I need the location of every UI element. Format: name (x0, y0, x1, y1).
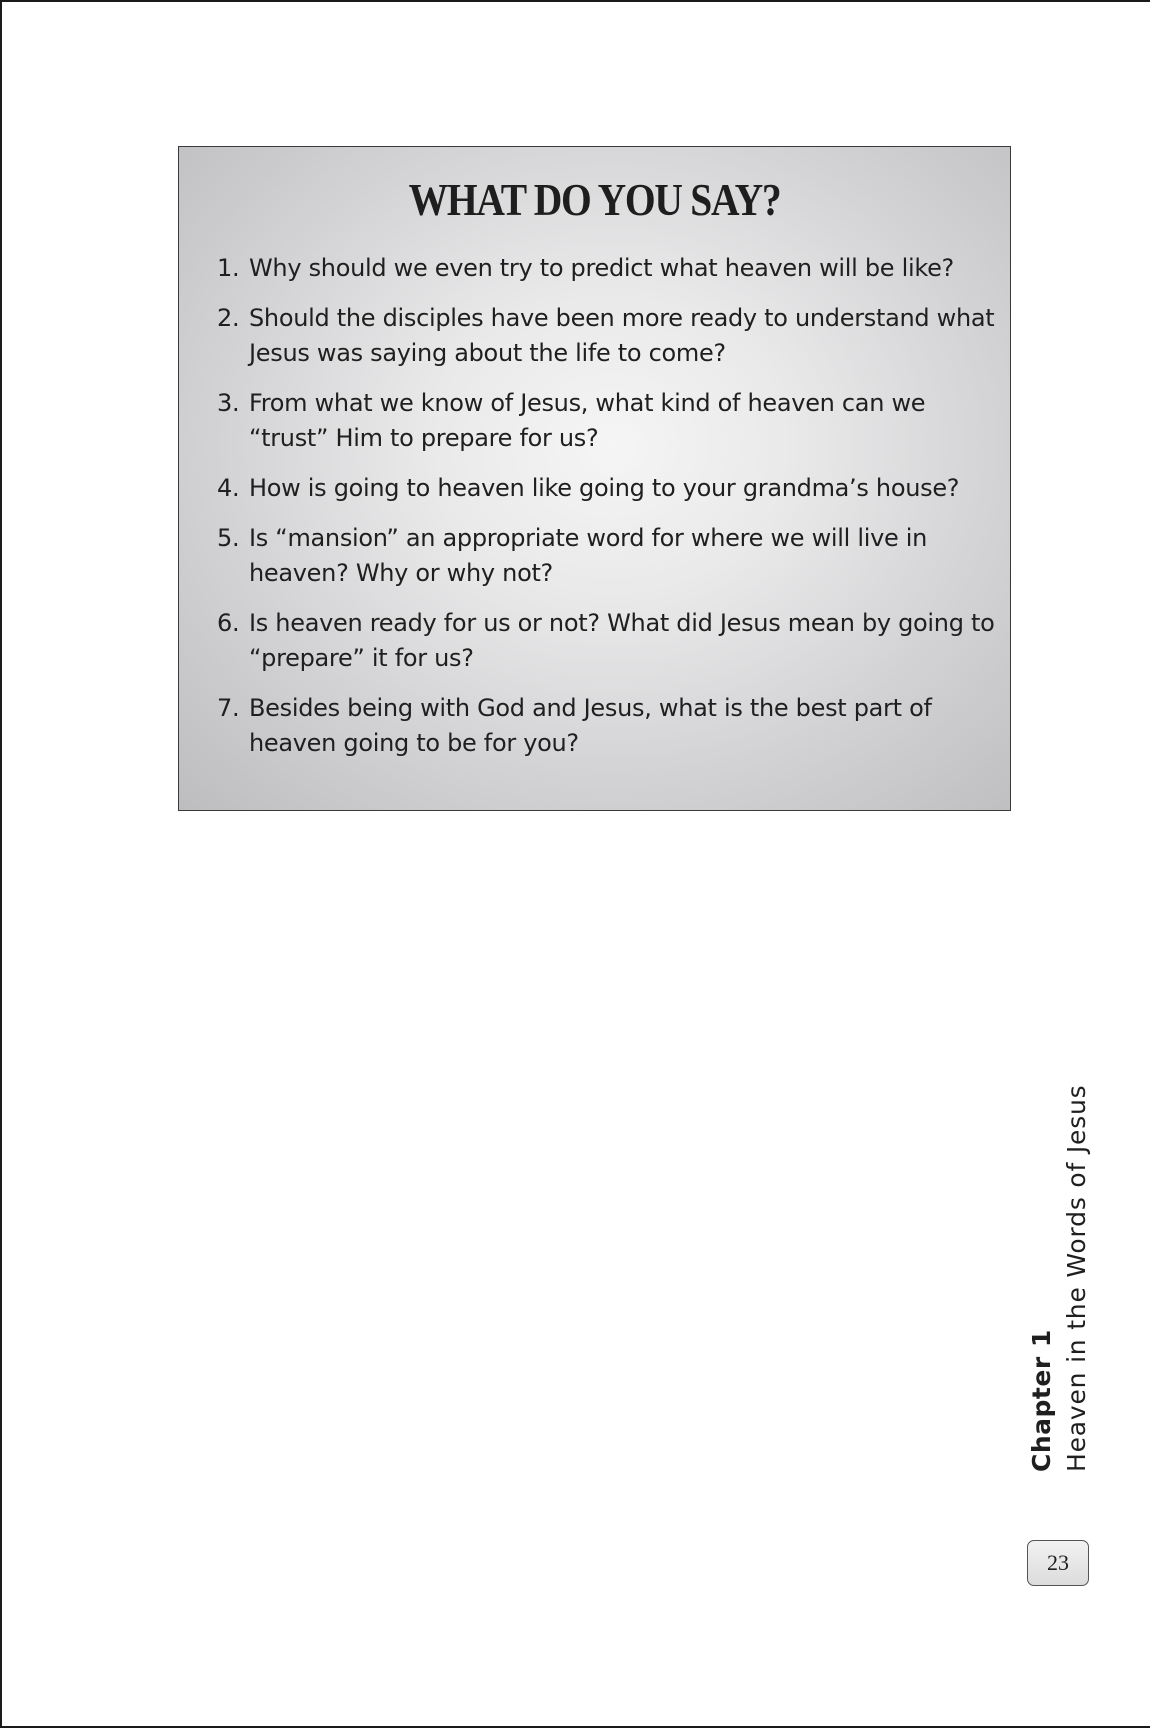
question-text: How is going to heaven like going to your grandma’s house? (249, 474, 960, 502)
question-text: Should the disciples have been more ready to understand what Jesus was saying about the life to come? (249, 304, 995, 367)
question-text: Is “mansion” an appropriate word for where we will live in heaven? Why or why not? (249, 524, 928, 587)
question-item (217, 386, 997, 456)
question-number: 6. (217, 609, 240, 637)
page-number: 23 (1027, 1540, 1089, 1586)
question-number: 3. (217, 389, 240, 417)
question-item (217, 471, 997, 506)
question-item (217, 691, 997, 761)
question-item (217, 251, 997, 286)
chapter-running-head (1025, 1085, 1095, 1473)
question-number: 2. (217, 304, 240, 332)
question-number: 7. (217, 694, 240, 722)
box-title: WHAT DO YOU SAY? (408, 174, 781, 225)
chapter-title: Heaven in the Words of Jesus (1062, 1084, 1091, 1472)
question-text: From what we know of Jesus, what kind of heaven can we “trust” Him to prepare for us? (249, 389, 926, 452)
question-text: Why should we even try to predict what heaven will be like? (249, 254, 954, 282)
question-number: 1. (217, 254, 240, 282)
question-item (217, 521, 997, 591)
question-text: Besides being with God and Jesus, what is the best part of heaven going to be for you? (249, 694, 932, 757)
chapter-label: Chapter 1 (1027, 1329, 1056, 1472)
question-text: Is heaven ready for us or not? What did Jesus mean by going to “prepare” it for us? (249, 609, 995, 672)
question-list (217, 251, 997, 776)
question-item (217, 606, 997, 676)
discussion-questions-box (178, 146, 1011, 811)
question-number: 4. (217, 474, 240, 502)
question-item (217, 301, 997, 371)
question-number: 5. (217, 524, 240, 552)
